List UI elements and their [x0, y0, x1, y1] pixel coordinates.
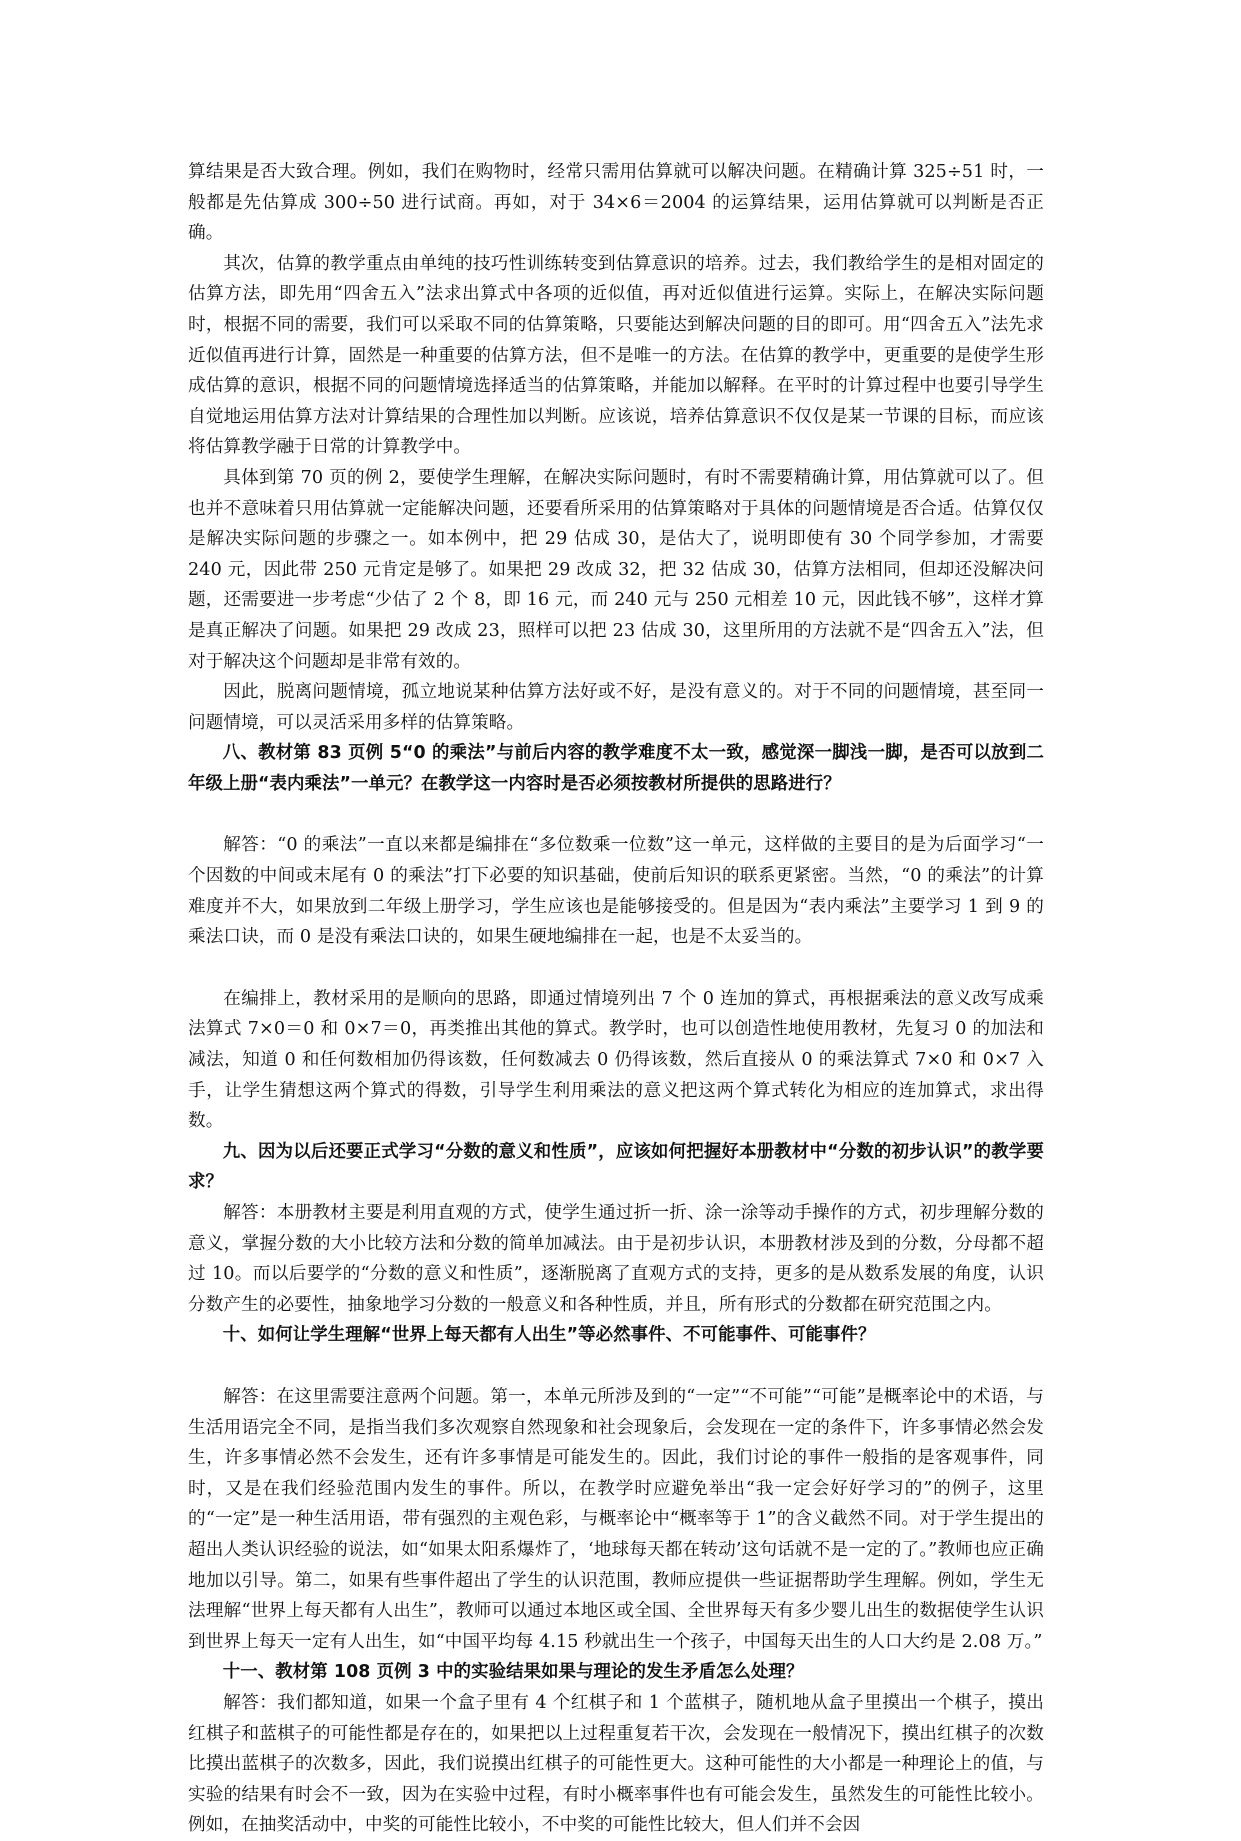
question-10-heading: 十、如何让学生理解“世界上每天都有人出生”等必然事件、不可能事件、可能事件？	[222, 1325, 876, 1346]
answer-11-paragraph: 解答：我们都知道，如果一个盒子里有 4 个红棋子和 1 个蓝棋子，随机地从盒子里摸出一个棋子，摸出红棋子和蓝棋子的可能性都是存在的，如果把以上过程重复若干次，会发现在一般情况下，摸出红棋子的次数比摸出蓝棋子的次数多，因此，我们说摸出红棋子的可能性更大。这种可能性的大小都是一种理论上的值，与实验的结果有时会不一致，因为在实验中过程，有时小概率事件也有可能会发生，虽然发生的可能性比较小。例如，在抽奖活动中，中奖的可能性比较小，不中奖的可能性比较大，但人们并不会因	[188, 1692, 1044, 1836]
question-11-heading: 十一、教材第 108 页例 3 中的实验结果如果与理论的发生矛盾怎么处理？	[222, 1662, 804, 1683]
answer-8-paragraph-2: 在编排上，教材采用的是顺向的思路，即通过情境列出 7 个 0 连加的算式，再根据乘法的意义改写成乘法算式 7×0＝0 和 0×7＝0，再类推出其他的算式。教学时，也可以创造性地使用教材，先复习 0 的加法和减法，知道 0 和任何数相加仍得该数，任何数减去 0 仍得该数，然后直接从 0 的乘法算式 7×0 和 0×7 入手，让学生猜想这两个算式的得数，引导学生利用乘法的意义把这两个算式转化为相应的连加算式，求出得数。	[188, 988, 1044, 1132]
paragraph-spacer	[188, 953, 1044, 984]
question-9-heading: 九、因为以后还要正式学习“分数的意义和性质”，应该如何把握好本册教材中“分数的初步认识”的教学要求？	[188, 1141, 1044, 1193]
paragraph-spacer	[188, 799, 1044, 830]
paragraph-estimation-conclusion: 因此，脱离问题情境，孤立地说某种估算方法好或不好，是没有意义的。对于不同的问题情境，甚至同一问题情境，可以灵活采用多样的估算策略。	[188, 682, 1044, 733]
paragraph-estimation-awareness: 其次，估算的教学重点由单纯的技巧性训练转变到估算意识的培养。过去，我们教给学生的是相对固定的估算方法，即先用“四舍五入”法求出算式中各项的近似值，再对近似值进行运算。实际上，在解决实际问题时，根据不同的需要，我们可以采取不同的估算策略，只要能达到解决问题的目的即可。用“四舍五入”法先求近似值再进行计算，固然是一种重要的估算方法，但不是唯一的方法。在估算的教学中，更重要的是使学生形成估算的意识，根据不同的问题情境选择适当的估算策略，并能加以解释。在平时的计算过程中也要引导学生自觉地运用估算方法对计算结果的合理性加以判断。应该说，培养估算意识不仅仅是某一节课的目标，而应该将估算教学融于日常的计算教学中。	[188, 253, 1044, 458]
question-8-heading: 八、教材第 83 页例 5“0 的乘法”与前后内容的教学难度不太一致，感觉深一脚浅一脚，是否可以放到二年级上册“表内乘法”一单元？在教学这一内容时是否必须按教材所提供的思路进行？	[188, 743, 1044, 794]
paragraph-example-2: 具体到第 70 页的例 2，要使学生理解，在解决实际问题时，有时不需要精确计算，用估算就可以了。但也并不意味着只用估算就一定能解决问题，还要看所采用的估算策略对于具体的问题情境是否合适。估算仅仅是解决实际问题的步骤之一。如本例中，把 29 估成 30，是估大了，说明即使有 30 个同学参加，才需要 240 元，因此带 250 元肯定是够了。如果把 29 改成 32，把 32 估成 30，估算方法相同，但却还没解决问题，还需要进一步考虑“少估了 2 个 8，即 16 元，而 240 元与 250 元相差 10 元，因此钱不够”，这样才算是真正解决了问题。如果把 29 改成 23，照样可以把 23 估成 30，这里所用的方法就不是“四舍五入”法，但对于解决这个问题却是非常有效的。	[188, 467, 1044, 672]
answer-10-paragraph: 解答：在这里需要注意两个问题。第一，本单元所涉及到的“一定”“不可能”“可能”是概率论中的术语，与生活用语完全不同，是指当我们多次观察自然现象和社会现象后，会发现在一定的条件下，许多事情必然会发生，许多事情必然不会发生，还有许多事情是可能发生的。因此，我们讨论的事件一般指的是客观事件，同时，又是在我们经验范围内发生的事件。所以，在教学时应避免举出“我一定会好好学习的”的例子，这里的“一定”是一种生活用语，带有强烈的主观色彩，与概率论中“概率等于 1”的含义截然不同。对于学生提出的超出人类认识经验的说法，如“如果太阳系爆炸了，‘地球每天都在转动’这句话就不是一定的了。”教师也应正确地加以引导。第二，如果有些事件超出了学生的认识范围，教师应提供一些证据帮助学生理解。例如，学生无法理解“世界上每天都有人出生”，教师可以通过本地区或全国、全世界每天有多少婴儿出生的数据使学生认识到世界上每天一定有人出生，如“中国平均每 4.15 秒就出生一个孩子，中国每天出生的人口大约是 2.08 万。”	[188, 1386, 1044, 1652]
paragraph-spacer	[188, 1351, 1044, 1382]
answer-8-paragraph-1: 解答：“0 的乘法”一直以来都是编排在“多位数乘一位数”这一单元，这样做的主要目的是为后面学习“一个因数的中间或末尾有 0 的乘法”打下必要的知识基础，使前后知识的联系更紧密。当然，“0 的乘法”的计算难度并不大，如果放到二年级上册学习，学生应该也是能够接受的。但是因为“表内乘法”主要学习 1 到 9 的乘法口诀，而 0 是没有乘法口诀的，如果生硬地编排在一起，也是不太妥当的。	[188, 835, 1044, 948]
answer-9-paragraph: 解答：本册教材主要是利用直观的方式，使学生通过折一折、涂一涂等动手操作的方式，初步理解分数的意义，掌握分数的大小比较方法和分数的简单加减法。由于是初步认识，本册教材涉及到的分数，分母都不超过 10。而以后要学的“分数的意义和性质”，逐渐脱离了直观方式的支持，更多的是从数系发展的角度，认识分数产生的必要性，抽象地学习分数的一般意义和各种性质，并且，所有形式的分数都在研究范围之内。	[188, 1203, 1044, 1315]
document-page	[188, 157, 1044, 1841]
paragraph-estimation-intro: 算结果是否大致合理。例如，我们在购物时，经常只需用估算就可以解决问题。在精确计算 325÷51 时，一般都是先估算成 300÷50 进行试商。再如，对于 34×6＝2004 的运算结果，运用估算就可以判断是否正确。	[188, 162, 1044, 244]
